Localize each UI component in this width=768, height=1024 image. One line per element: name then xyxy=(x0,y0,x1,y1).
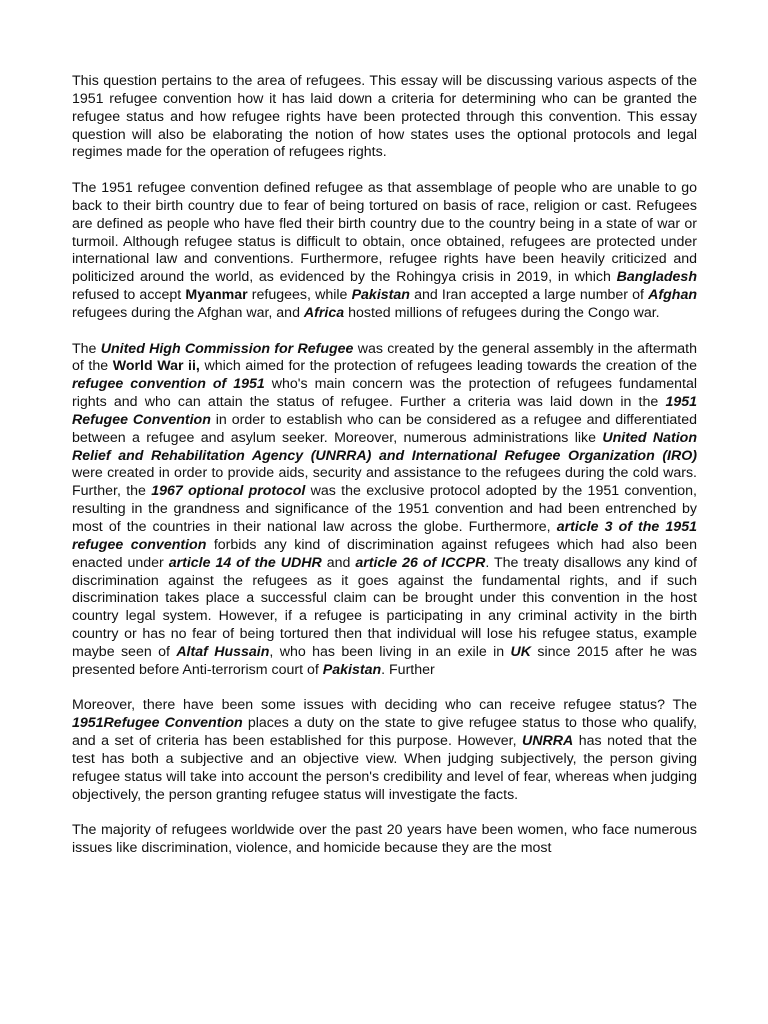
emphasis-run: article 14 of the UDHR xyxy=(168,554,322,571)
text-run: was the exclusive protocol adopted by the 1951 convention, resulting in the grandness and significance of the 1951 convention and had been entrenched by most of the countries in their national law across the globe. Furthermore, xyxy=(72,483,697,535)
text-run: The xyxy=(72,340,101,357)
emphasis-run: 1967 optional protocol xyxy=(151,483,306,500)
emphasis-run: UK xyxy=(510,643,532,660)
emphasis-run: 1951 Refugee Convention xyxy=(72,394,697,428)
paragraph-status-criteria xyxy=(72,697,697,804)
text-run: has noted that the test has both a subjective and an objective view. When judging subjectively, the person giving refugee status will take into account the person's credibility and level of fear, whereas when judging objectively, the person granting refugee status will investigate the facts. xyxy=(72,733,697,803)
text-run: and xyxy=(321,554,356,571)
text-run: since 2015 after he was presented before Anti-terrorism court of xyxy=(72,643,697,678)
text-run: refugees, while xyxy=(247,287,352,304)
emphasis-run: refugee convention of 1951 xyxy=(72,376,265,393)
bold-run: World War ii, xyxy=(112,358,200,375)
paragraph-intro xyxy=(72,73,697,162)
text-run: , who has been living in an exile in xyxy=(269,643,511,660)
document-body xyxy=(72,73,697,876)
emphasis-run: article 3 of the 1951 refugee convention xyxy=(72,519,697,553)
text-run: The majority of refugees worldwide over the past 20 years have been women, who face numerous issues like discrimination, violence, and homicide because they are the most xyxy=(72,822,697,857)
text-run: forbids any kind of discrimination against refugees which had also been enacted under xyxy=(72,536,697,571)
emphasis-run: United Nation Relief and Rehabilitation Agency (UNRRA) and International Refugee Organization (IRO) xyxy=(72,429,697,464)
emphasis-run: article 26 of ICCPR xyxy=(355,554,486,571)
text-run: were created in order to provide aids, security and assistance to the refugees during the cold wars. Further, the xyxy=(72,465,697,500)
emphasis-run: Africa xyxy=(303,304,345,321)
text-run: in order to establish who can be considered as a refugee and differentiated between a refugee and asylum seeker. Moreover, numerous administrations like xyxy=(72,411,697,446)
text-run: refugees during the Afghan war, and xyxy=(72,304,304,321)
emphasis-run: Pakistan xyxy=(351,287,410,304)
emphasis-run: 1951Refugee Convention xyxy=(72,715,243,732)
emphasis-run: UNRRA xyxy=(522,733,574,750)
paragraph-unhcr xyxy=(72,341,697,680)
text-run: hosted millions of refugees during the Congo war. xyxy=(344,304,660,321)
text-run: . Further xyxy=(381,661,435,678)
emphasis-run: Bangladesh xyxy=(616,269,697,286)
paragraph-women-refugees xyxy=(72,822,697,858)
text-run: refused to accept xyxy=(72,287,186,304)
bold-run: Myanmar xyxy=(185,287,248,304)
text-run: places a duty on the state to give refugee status to those who qualify, and a set of criteria has been established for this purpose. However, xyxy=(72,715,697,750)
text-run: and Iran accepted a large number of xyxy=(409,287,649,304)
text-run: This question pertains to the area of refugees. This essay will be discussing various aspects of the 1951 refugee convention how it has laid down a criteria for determining who can be granted the refugee status and how refugee rights have been protected through this convention. This essay question will also be elaborating the notion of how states uses the optional protocols and legal regimes made for the operation of refugees rights. xyxy=(72,73,697,161)
text-run: Moreover, there have been some issues with deciding who can receive refugee status? The xyxy=(72,697,697,714)
emphasis-run: Altaf Hussain xyxy=(176,643,270,660)
emphasis-run: Pakistan xyxy=(322,661,382,678)
text-run: was created by the general assembly in the aftermath of the xyxy=(72,340,698,375)
text-run: which aimed for the protection of refugees leading towards the creation of the xyxy=(199,358,697,375)
text-run: who's main concern was the protection of refugees fundamental rights and who can attain the status of refugee. Further a criteria was laid down in the xyxy=(72,376,697,411)
emphasis-run: Afghan xyxy=(648,287,698,304)
text-run: . The treaty disallows any kind of discrimination against the refugees as it goes against the fundamental rights, and if such discrimination takes place a successful claim can be brought under this convention in the host country legal system. However, if a refugee is participating in any criminal activity in the birth country or has no fear of being tortured then that individual will lose his refugee status, example maybe seen of xyxy=(72,554,697,660)
text-run: The 1951 refugee convention defined refugee as that assemblage of people who are unable to go back to their birth country due to fear of being tortured on basis of race, religion or cast. Refugees are defined as people who have fled their birth country due to the country being in a state of war or turmoil. Although refugee status is difficult to obtain, once obtained, refugees are protected under international law and conventions. Furthermore, refugee rights have been heavily criticized and politicized around the world, as evidenced by the Rohingya crisis in 2019, in which xyxy=(72,180,697,286)
emphasis-run: United High Commission for Refugee xyxy=(100,340,354,357)
paragraph-definition xyxy=(72,180,697,323)
